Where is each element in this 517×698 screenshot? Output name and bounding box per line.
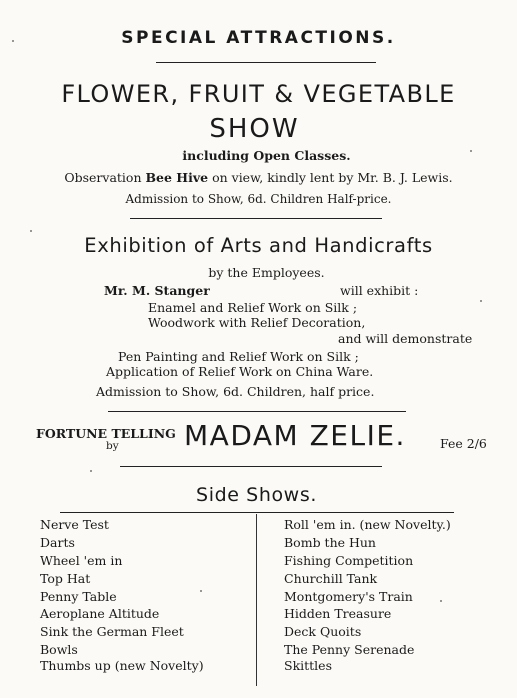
flower-show-title: FLOWER, FRUIT & VEGETABLE	[61, 80, 456, 108]
side-show-item: Roll 'em in. (new Novelty.)	[284, 517, 451, 532]
side-show-item: Wheel 'em in	[40, 553, 123, 568]
side-show-item: Nerve Test	[40, 517, 109, 532]
side-show-item: Sink the German Fleet	[40, 624, 184, 639]
print-speck	[440, 600, 442, 602]
column-divider	[256, 514, 257, 686]
fortune-fee: Fee 2/6	[440, 436, 487, 451]
side-show-item: Bomb the Hun	[284, 535, 376, 550]
side-show-item: Darts	[40, 535, 75, 550]
print-speck	[90, 470, 92, 472]
will-exhibit: will exhibit :	[340, 283, 419, 298]
divider-rule	[120, 466, 382, 467]
madam-zelie: MADAM ZELIE.	[184, 419, 406, 452]
exhibit-item: Enamel and Relief Work on Silk ;	[148, 300, 358, 315]
divider-rule	[156, 62, 376, 63]
special-attractions-heading: SPECIAL ATTRACTIONS.	[121, 28, 396, 48]
bee-hive: Bee Hive	[145, 170, 209, 185]
divider-rule	[108, 411, 406, 412]
demonstration-item: Application of Relief Work on China Ware.	[106, 364, 374, 379]
demonstration-item: Pen Painting and Relief Work on Silk ;	[118, 349, 359, 364]
fortune-telling-label: FORTUNE TELLING	[36, 426, 176, 441]
print-speck	[12, 40, 14, 42]
print-speck	[480, 300, 482, 302]
side-shows-title: Side Shows.	[196, 484, 317, 506]
exhibition-admission: Admission to Show, 6d. Children, half price.	[96, 384, 375, 399]
will-demonstrate: and will demonstrate	[338, 331, 473, 346]
side-show-item: Skittles	[284, 658, 332, 673]
side-show-item: Fishing Competition	[284, 553, 414, 568]
side-show-item: Bowls	[40, 642, 78, 657]
observation-line	[0, 170, 517, 185]
fortune-by: by	[106, 440, 119, 452]
print-speck	[470, 150, 472, 152]
exhibition-by: by the Employees.	[208, 265, 325, 280]
side-show-item: Penny Table	[40, 589, 117, 604]
observation-rest: on view, kindly lent by Mr. B. J. Lewis.	[212, 170, 453, 185]
side-show-item: Montgomery's Train	[284, 589, 413, 604]
side-show-item: The Penny Serenade	[284, 642, 415, 657]
including-open-classes: including Open Classes.	[182, 148, 351, 163]
side-show-item: Aeroplane Altitude	[40, 606, 160, 621]
exhibit-item: Woodwork with Relief Decoration,	[148, 315, 366, 330]
observation-lead: Observation	[64, 170, 142, 185]
flower-show-admission: Admission to Show, 6d. Children Half-price.	[125, 192, 392, 206]
side-show-item: Hidden Treasure	[284, 606, 392, 621]
side-show-item: Thumbs up (new Novelty)	[40, 658, 204, 673]
divider-rule	[130, 218, 382, 219]
side-show-item: Top Hat	[40, 571, 91, 586]
print-speck	[30, 230, 32, 232]
print-speck	[200, 590, 202, 592]
show-heading: SHOW	[209, 114, 300, 144]
divider-rule	[60, 512, 454, 513]
exhibitor-name: Mr. M. Stanger	[104, 283, 210, 298]
side-show-item: Churchill Tank	[284, 571, 378, 586]
side-show-item: Deck Quoits	[284, 624, 362, 639]
exhibition-title: Exhibition of Arts and Handicrafts	[84, 234, 433, 257]
